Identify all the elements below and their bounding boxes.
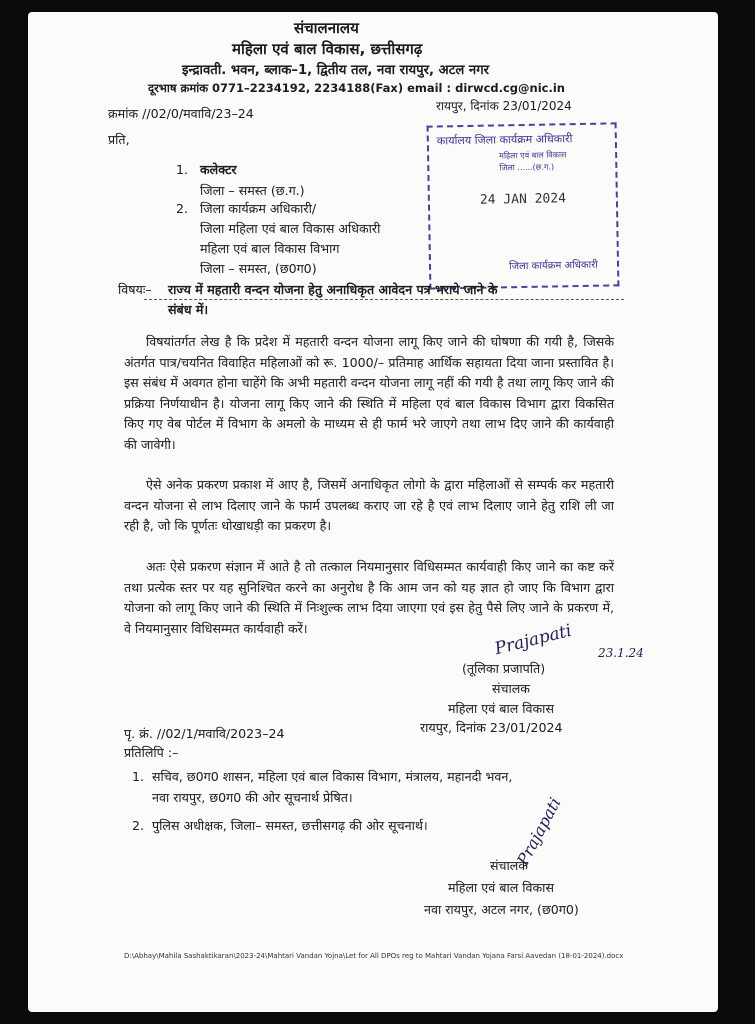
recipient-number: 2. xyxy=(176,201,189,216)
copy-item-line: नवा रायपुर, छ0ग0 की ओर सूचनार्थ प्रेषित। xyxy=(152,790,353,805)
endorsement-date: रायपुर, दिनांक 23/01/2024 xyxy=(420,720,563,735)
letter-number: क्रमांक //02/0/मवावि/23–24 xyxy=(108,106,254,121)
recipient-line: महिला एवं बाल विकास विभाग xyxy=(200,241,340,256)
recipient-line: जिला – समस्त, (छ0ग0) xyxy=(200,261,317,276)
subject-label: विषयः– xyxy=(118,282,152,297)
endorsement-number: पृ. क्रं. //02/1/मवावि/2023–24 xyxy=(124,726,285,741)
paragraph-text: विषयांतर्गत लेख है कि प्रदेश में महतारी वन्दन योजना लागू किए जाने की घोषणा की गयी है, जिसके अंतर्गत पात्र/चयनित विवाहित महिलाओं को रू. 1000/– प्रतिमाह आर्थिक सहायता दिया जाना प्रस्तावित है। इस संबंध में अवगत होना चाहेंगे कि अभी महतारी वन्दन योजना लागू नहीं की गयी है तथा लागू किए जाने की प्रक्रिया निर्णयाधीन है। योजना लागू किए जाने की स्थिति में महिला एवं बाल विकास विभाग द्वारा विकसित किए गए वेब पोर्टल में विभाग के अमलो के माध्यम से ही फार्म भरे जाएगे तथा लाभ दिए जाने की कार्यवाही की जावेगी। xyxy=(124,334,614,452)
recipient-number: 1. xyxy=(176,162,189,177)
document-page xyxy=(28,12,718,1012)
signatory-dept: महिला एवं बाल विकास xyxy=(448,701,554,716)
paragraph-1 xyxy=(124,332,614,456)
recipient-line: जिला महिला एवं बाल विकास अधिकारी xyxy=(200,221,381,236)
handwritten-signature-2: Prajapati xyxy=(513,794,565,869)
file-path-footer: D:\Abhay\Mahila Sashaktikaran\2023-24\Mahtari Vandan Yojna\Let for All DPOs reg to Mahtari Vandan Yojana Farsi Aavedan (18-01-2024).docx xyxy=(124,952,624,960)
recipient-line: कलेक्टर xyxy=(200,162,237,177)
stamp-district: जिला ......(छ.ग.) xyxy=(499,162,555,173)
department-name: महिला एवं बाल विकास, छत्तीसगढ़ xyxy=(232,40,423,58)
paragraph-text: अतः ऐसे प्रकरण संज्ञान में आते है तो तत्काल नियमानुसार विधिसम्मत कार्यवाही किए जाने का कष्ट करें तथा प्रत्येक स्तर पर यह सुनिश्चित करने का अनुरोध है कि आम जन को यह ज्ञात हो जाए कि विभाग द्वारा योजना को लागू किए जाने की स्थिति में निःशुल्क लाभ दिया जाएगा एवं इस हेतु पैसे लिए जाने के प्रकरण में, वे नियमानुसार विधिसम्मत कार्यवाही करें। xyxy=(124,559,614,636)
copy-item-line: पुलिस अधीक्षक, जिला– समस्त, छत्तीसगढ़ की ओर सूचनार्थ। xyxy=(152,818,428,833)
handwritten-date: 23.1.24 xyxy=(598,646,644,660)
office-title: संचालनालय xyxy=(294,19,359,37)
subject-text-cont: संबंध में। xyxy=(168,302,209,317)
copy-label: प्रतिलिपि :– xyxy=(124,745,179,760)
prati-label: प्रति, xyxy=(108,132,130,147)
signatory-name: (तूलिका प्रजापति) xyxy=(462,661,546,676)
stamp-office: कार्यालय जिला कार्यक्रम अधिकारी xyxy=(436,132,573,148)
office-address: इन्द्रावती. भवन, ब्लाक–1, द्वितीय तल, नवा रायपुर, अटल नगर xyxy=(182,63,490,78)
subject-text: राज्य में महतारी वन्दन योजना हेतु अनाधिकृत आवेदन पत्र भराये जाने के xyxy=(168,282,498,297)
signatory-title-2: संचालक xyxy=(490,858,528,873)
stamp-date: 24 JAN 2024 xyxy=(479,191,567,208)
copy-item-line: सचिव, छ0ग0 शासन, महिला एवं बाल विकास विभाग, मंत्रालय, महानदी भवन, xyxy=(152,769,513,784)
copy-item-number: 2. xyxy=(132,818,145,833)
handwritten-signature: Prajapati xyxy=(492,620,574,660)
signatory-dept-2: महिला एवं बाल विकास xyxy=(448,880,554,895)
recipient-line: जिला कार्यक्रम अधिकारी/ xyxy=(200,201,317,216)
paragraph-2 xyxy=(124,475,614,537)
receipt-stamp xyxy=(427,122,620,289)
letter-date: रायपुर, दिनांक 23/01/2024 xyxy=(436,99,572,113)
signatory-place: नवा रायपुर, अटल नगर, (छ0ग0) xyxy=(424,902,579,917)
recipient-line: जिला – समस्त (छ.ग.) xyxy=(200,183,305,198)
stamp-signature-title: जिला कार्यक्रम अधिकारी xyxy=(508,259,598,273)
stamp-dept: महिला एवं बाल विकास xyxy=(499,150,567,161)
contact-line: दूरभाष क्रमांक 0771–2234192, 2234188(Fax) email : dirwcd.cg@nic.in xyxy=(148,81,565,95)
signatory-title: संचालक xyxy=(492,681,530,696)
copy-item-number: 1. xyxy=(132,769,145,784)
paragraph-text: ऐसे अनेक प्रकरण प्रकाश में आए है, जिसमें अनाधिकृत लोगो के द्वारा महिलाओं से सम्पर्क कर महतारी वन्दन योजना से लाभ दिलाए जाने के फार्म उपलब्ध कराए जा रहे है एवं लाभ दिलाए जाने हेतु राशि ली जा रही है, जो कि पूर्णतः धोखाधड़ी का प्रकरण है। xyxy=(124,477,614,534)
